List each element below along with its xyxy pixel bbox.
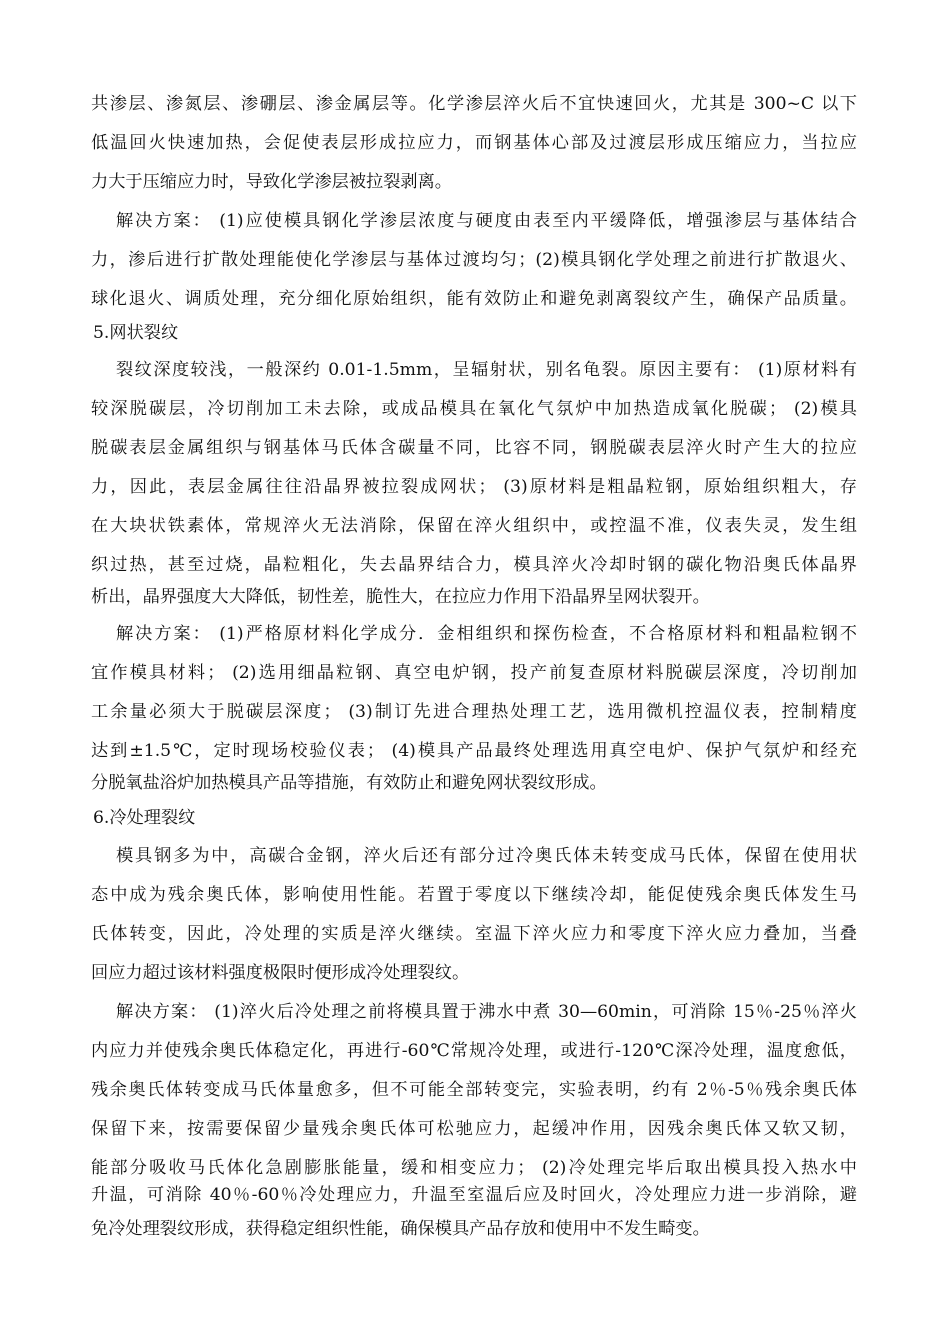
text-line: 低温回火快速加热，会促使表层形成拉应力，而钢基体心部及过渡层形成压缩应力，当拉应 (91, 133, 857, 153)
text-line: 裂纹深度较浅，一般深约 0.01-1.5mm，呈辐射状，别名龟裂。原因主要有： (1)原材料有 (116, 360, 857, 380)
text-line: 解决方案： (1)严格原材料化学成分．金相组织和探伤检查，不合格原材料和粗晶粒钢不 (116, 624, 857, 644)
text-line: 脱碳表层金属组织与钢基体马氏体含碳量不同，比容不同，钢脱碳表层淬火时产生大的拉应 (91, 438, 857, 458)
text-line: 能部分吸收马氏体化急剧膨胀能量，缓和相变应力； (2)冷处理完毕后取出模具投入热水中 (91, 1158, 857, 1178)
text-line: 球化退火、调质处理，充分细化原始组织，能有效防止和避免剥离裂纹产生，确保产品质量。 (91, 289, 857, 309)
text-line: 内应力并使残余奥氏体稳定化，再进行-60℃常规冷处理，或进行-120℃深冷处理，温度愈低， (91, 1041, 857, 1061)
text-line: 解决方案： (1)应使模具钢化学渗层浓度与硬度由表至内平缓降低，增强渗层与基体结合 (116, 211, 857, 231)
text-line: 达到±1.5℃，定时现场校验仪表； (4)模具产品最终处理选用真空电炉、保护气氛炉和经充 (91, 741, 857, 761)
text-line: 力大于压缩应力时，导致化学渗层被拉裂剥离。 (91, 172, 452, 192)
text-line: 升温，可消除 40％-60％冷处理应力，升温至室温后应及时回火，冷处理应力进一步消除，避 (91, 1185, 857, 1205)
text-line: 工余量必须大于脱碳层深度； (3)制订先进合理热处理工艺，选用微机控温仪表，控制精度 (91, 702, 857, 722)
text-line: 免冷处理裂纹形成，获得稳定组织性能，确保模具产品存放和使用中不发生畸变。 (91, 1219, 710, 1239)
text-line: 解决方案： (1)淬火后冷处理之前将模具置于沸水中煮 30—60min，可消除 15％-25％淬火 (116, 1002, 857, 1022)
text-line: 残余奥氏体转变成马氏体量愈多，但不可能全部转变完，实验表明，约有 2％-5％残余奥氏体 (91, 1080, 857, 1100)
section-heading: 6.冷处理裂纹 (93, 808, 196, 828)
text-line: 力，因此，表层金属往往沿晶界被拉裂成网状； (3)原材料是粗晶粒钢，原始组织粗大，存 (91, 477, 857, 497)
text-line: 力，渗后进行扩散处理能使化学渗层与基体过渡均匀；(2)模具钢化学处理之前进行扩散退火、 (91, 250, 857, 270)
text-line: 共渗层、渗氮层、渗硼层、渗金属层等。化学渗层淬火后不宜快速回火，尤其是 300~C 以下 (91, 94, 857, 114)
text-line: 析出，晶界强度大大降低，韧性差，脆性大，在拉应力作用下沿晶界呈网状裂开。 (91, 587, 710, 607)
text-line: 在大块状铁素体，常规淬火无法消除，保留在淬火组织中，或控温不准，仪表失灵，发生组 (91, 516, 857, 536)
text-line: 宜作模具材料； (2)选用细晶粒钢、真空电炉钢，投产前复查原材料脱碳层深度，冷切削加 (91, 663, 857, 683)
text-line: 保留下来，按需要保留少量残余奥氏体可松驰应力，起缓冲作用，因残余奥氏体又软又韧， (91, 1119, 857, 1139)
section-heading: 5.网状裂纹 (93, 323, 179, 343)
text-line: 较深脱碳层，冷切削加工未去除，或成品模具在氧化气氛炉中加热造成氧化脱碳； (2)模具 (91, 399, 857, 419)
text-line: 模具钢多为中，高碳合金钢，淬火后还有部分过冷奥氏体未转变成马氏体，保留在使用状 (116, 846, 857, 866)
text-line: 织过热，甚至过烧，晶粒粗化，失去晶界结合力，模具淬火冷却时钢的碳化物沿奥氏体晶界 (91, 555, 857, 575)
text-line: 回应力超过该材料强度极限时便形成冷处理裂纹。 (91, 963, 470, 983)
text-line: 氏体转变，因此，冷处理的实质是淬火继续。室温下淬火应力和零度下淬火应力叠加，当叠 (91, 924, 857, 944)
text-line: 态中成为残余奥氏体，影响使用性能。若置于零度以下继续冷却，能促使残余奥氏体发生马 (91, 885, 857, 905)
text-line: 分脱氧盐浴炉加热模具产品等措施，有效防止和避免网状裂纹形成。 (91, 773, 607, 793)
